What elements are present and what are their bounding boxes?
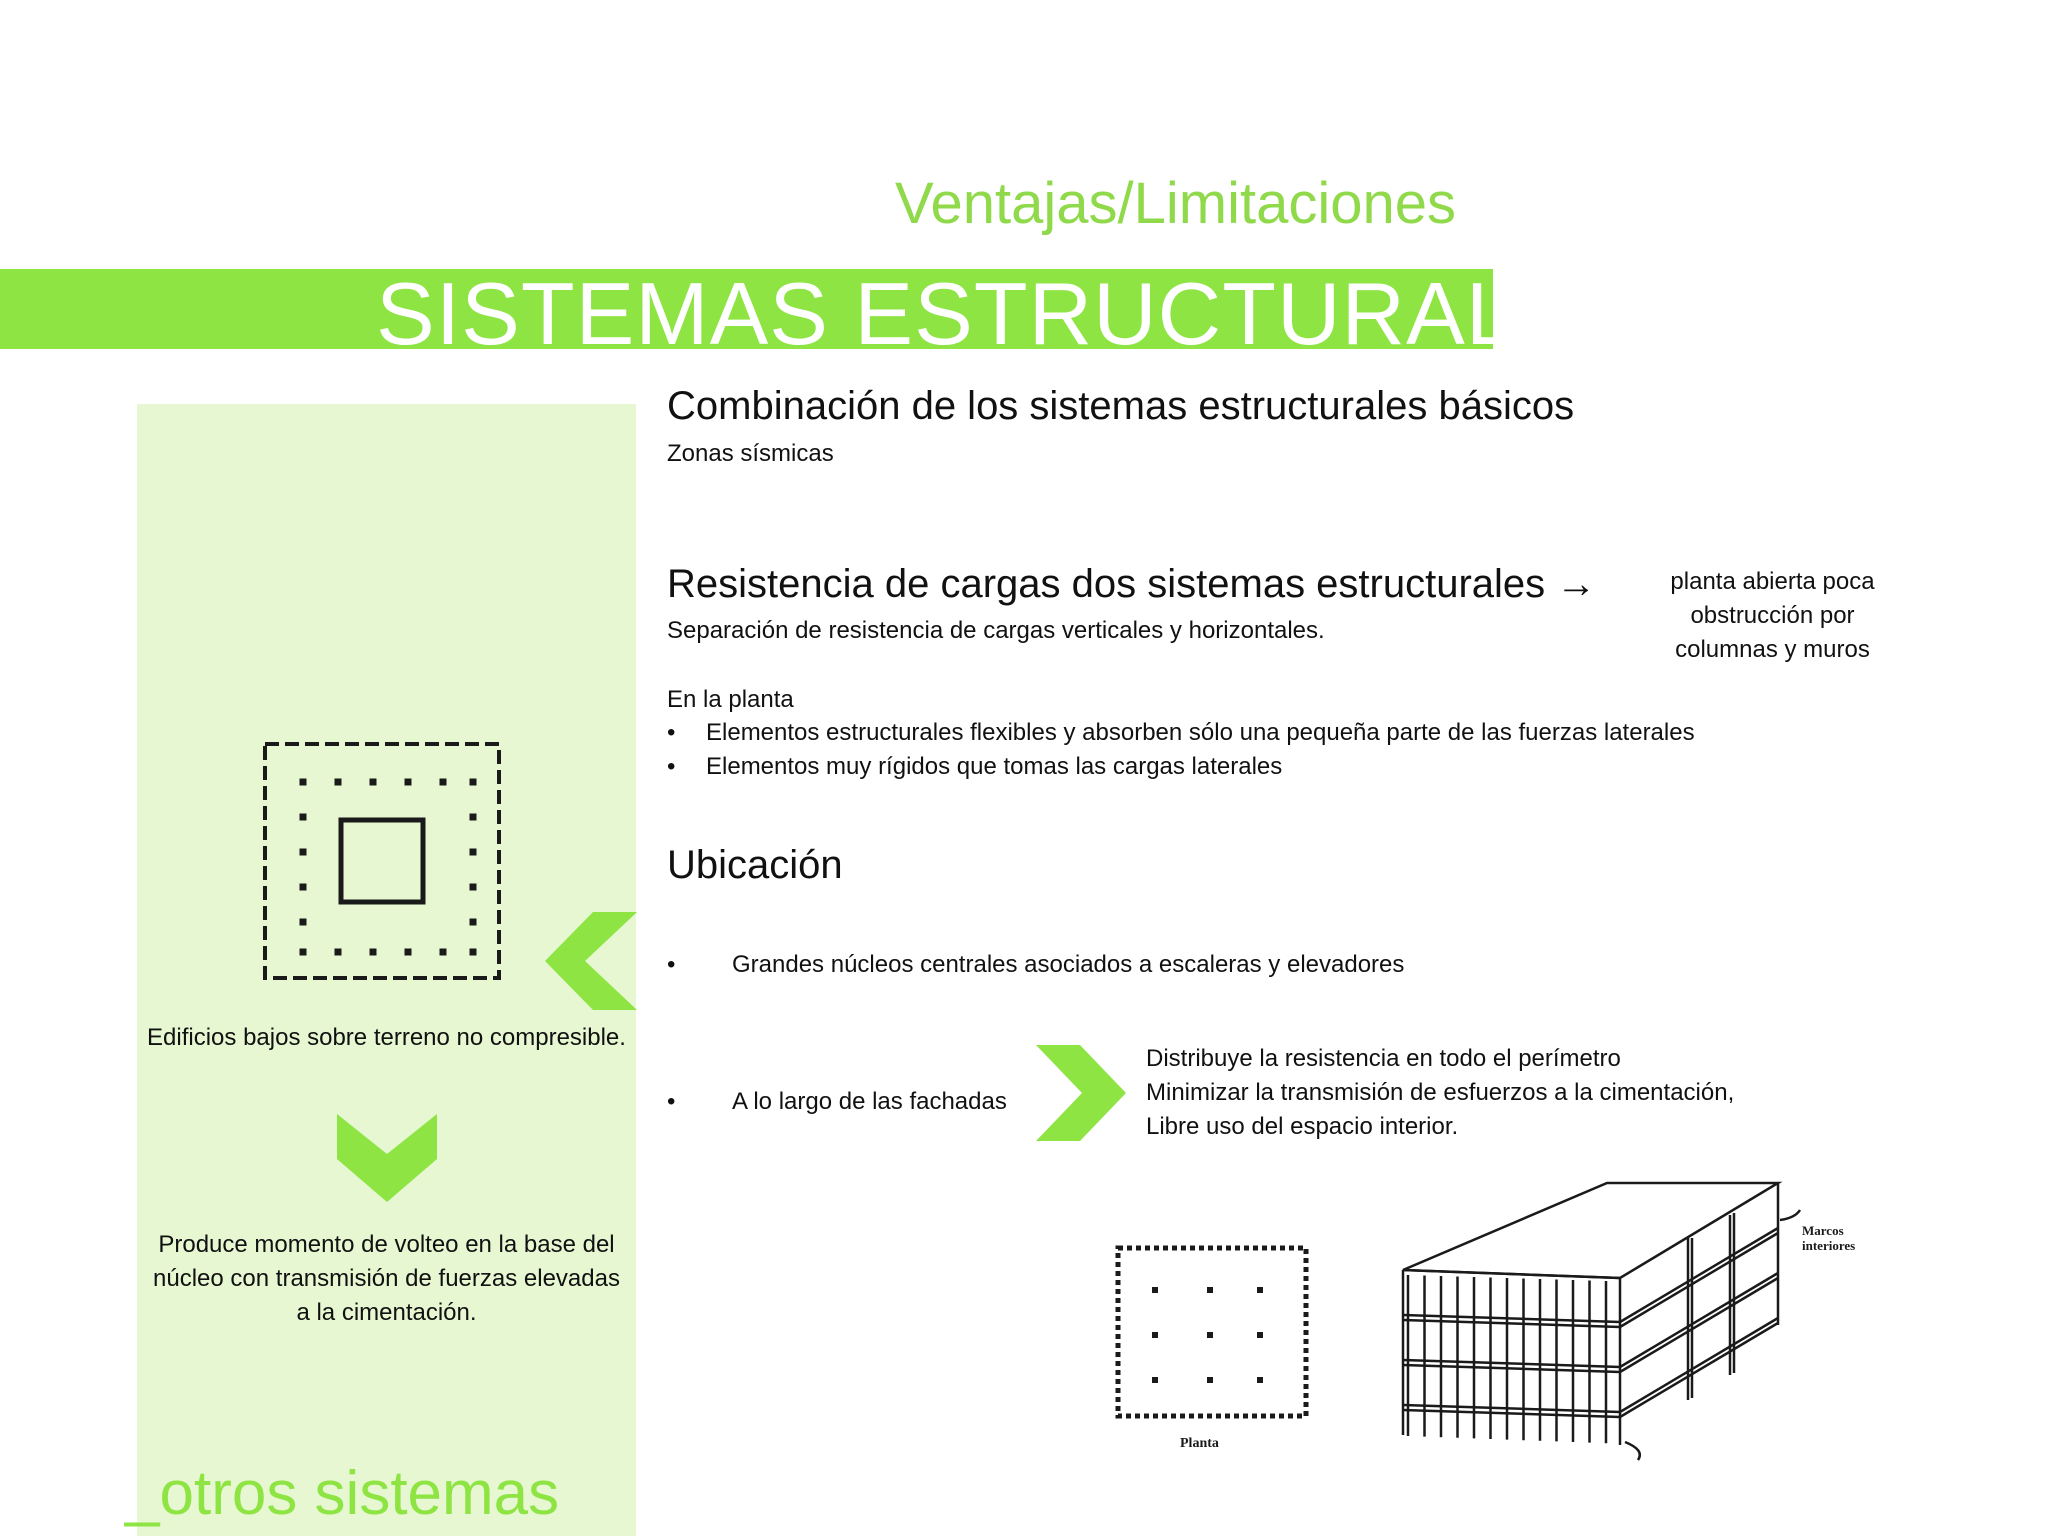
column-mark (300, 849, 307, 856)
column-mark (1207, 1287, 1213, 1293)
column-mark (470, 779, 477, 786)
column-mark (470, 949, 477, 956)
chevron-left-icon (545, 912, 637, 1010)
title-band (0, 264, 1636, 363)
plan-label: En la planta (667, 686, 794, 713)
column-mark (1152, 1287, 1158, 1293)
column-mark (470, 919, 477, 926)
bullet-symbol: • (667, 753, 676, 780)
column-mark (1257, 1377, 1263, 1383)
resistance-heading (667, 562, 1596, 607)
column-mark (1152, 1332, 1158, 1338)
chevron-right-icon (1036, 1045, 1126, 1141)
plan-label-caption: Planta (1180, 1436, 1219, 1451)
column-mark (1257, 1287, 1263, 1293)
core-plan-diagram (261, 740, 507, 986)
column-mark (370, 949, 377, 956)
column-mark (440, 779, 447, 786)
side-note: planta abierta poca obstrucción por columnas y muros (1670, 568, 1875, 663)
location-bullet-facade-text: A lo largo de las fachadas (732, 1088, 1007, 1115)
facade-detail-line: Libre uso del espacio interior. (1146, 1113, 1459, 1140)
plan-bullet (667, 750, 1282, 784)
location-heading: Ubicación (667, 843, 843, 887)
panel-text-bottom: Produce momento de volteo en la base del núcleo con transmisión de fuerzas elevadas a la cimentación. (153, 1231, 620, 1326)
facade-detail-line: Distribuye la resistencia en todo el perímetro (1146, 1045, 1621, 1072)
column-mark (1207, 1332, 1213, 1338)
location-bullet-core-text: Grandes núcleos centrales asociados a escaleras y elevadores (732, 951, 1405, 978)
footer-other-systems: _otros sistemas (125, 1459, 560, 1528)
column-mark (335, 949, 342, 956)
location-bullet-facade (667, 1085, 1007, 1119)
panel-text-top: Edificios bajos sobre terreno no compresible. (147, 1024, 626, 1051)
chevron-down-icon (337, 1114, 437, 1204)
column-mark (1207, 1377, 1213, 1383)
facade-detail-line: Minimizar la transmisión de esfuerzos a la cimentación, (1146, 1079, 1735, 1106)
column-mark (1152, 1377, 1158, 1383)
plan-bullet-text: Elementos muy rígidos que tomas las cargas laterales (706, 753, 1283, 780)
column-mark (300, 779, 307, 786)
column-mark (405, 949, 412, 956)
page-title: SISTEMAS ESTRUCTURALES (376, 264, 1636, 363)
column-mark (405, 779, 412, 786)
plan-bullet-text: Elementos estructurales flexibles y absorben sólo una pequeña parte de las fuerzas laterales (706, 719, 1695, 746)
facade-details (1146, 1042, 1734, 1144)
arrow-right-icon: → (1556, 562, 1597, 606)
perimeter-plan-diagram (1110, 1240, 1330, 1460)
column-mark (300, 884, 307, 891)
resistance-subheading: Separación de resistencia de cargas verticales y horizontales. (667, 617, 1325, 644)
bullet-symbol: • (667, 951, 676, 978)
frames-label-line2: interiores (1802, 1238, 1856, 1253)
resistance-heading-text: Resistencia de cargas dos sistemas estructurales (667, 562, 1546, 606)
plan-bullet (667, 716, 1695, 750)
column-mark (470, 849, 477, 856)
column-mark (440, 949, 447, 956)
column-mark (300, 949, 307, 956)
location-bullet-core (667, 948, 1404, 982)
bullet-symbol: • (667, 719, 676, 746)
column-mark (300, 919, 307, 926)
combination-heading: Combinación de los sistemas estructurales básicos (667, 384, 1575, 428)
column-mark (1257, 1332, 1263, 1338)
building-frames-diagram (1300, 1170, 1880, 1460)
column-mark (300, 814, 307, 821)
bullet-symbol: • (667, 1088, 676, 1115)
combination-subheading: Zonas sísmicas (667, 440, 834, 467)
column-mark (470, 814, 477, 821)
column-mark (335, 779, 342, 786)
column-mark (470, 884, 477, 891)
frames-label-line1: Marcos (1802, 1223, 1844, 1238)
column-mark (370, 779, 377, 786)
subtitle: Ventajas/Limitaciones (895, 171, 1456, 236)
